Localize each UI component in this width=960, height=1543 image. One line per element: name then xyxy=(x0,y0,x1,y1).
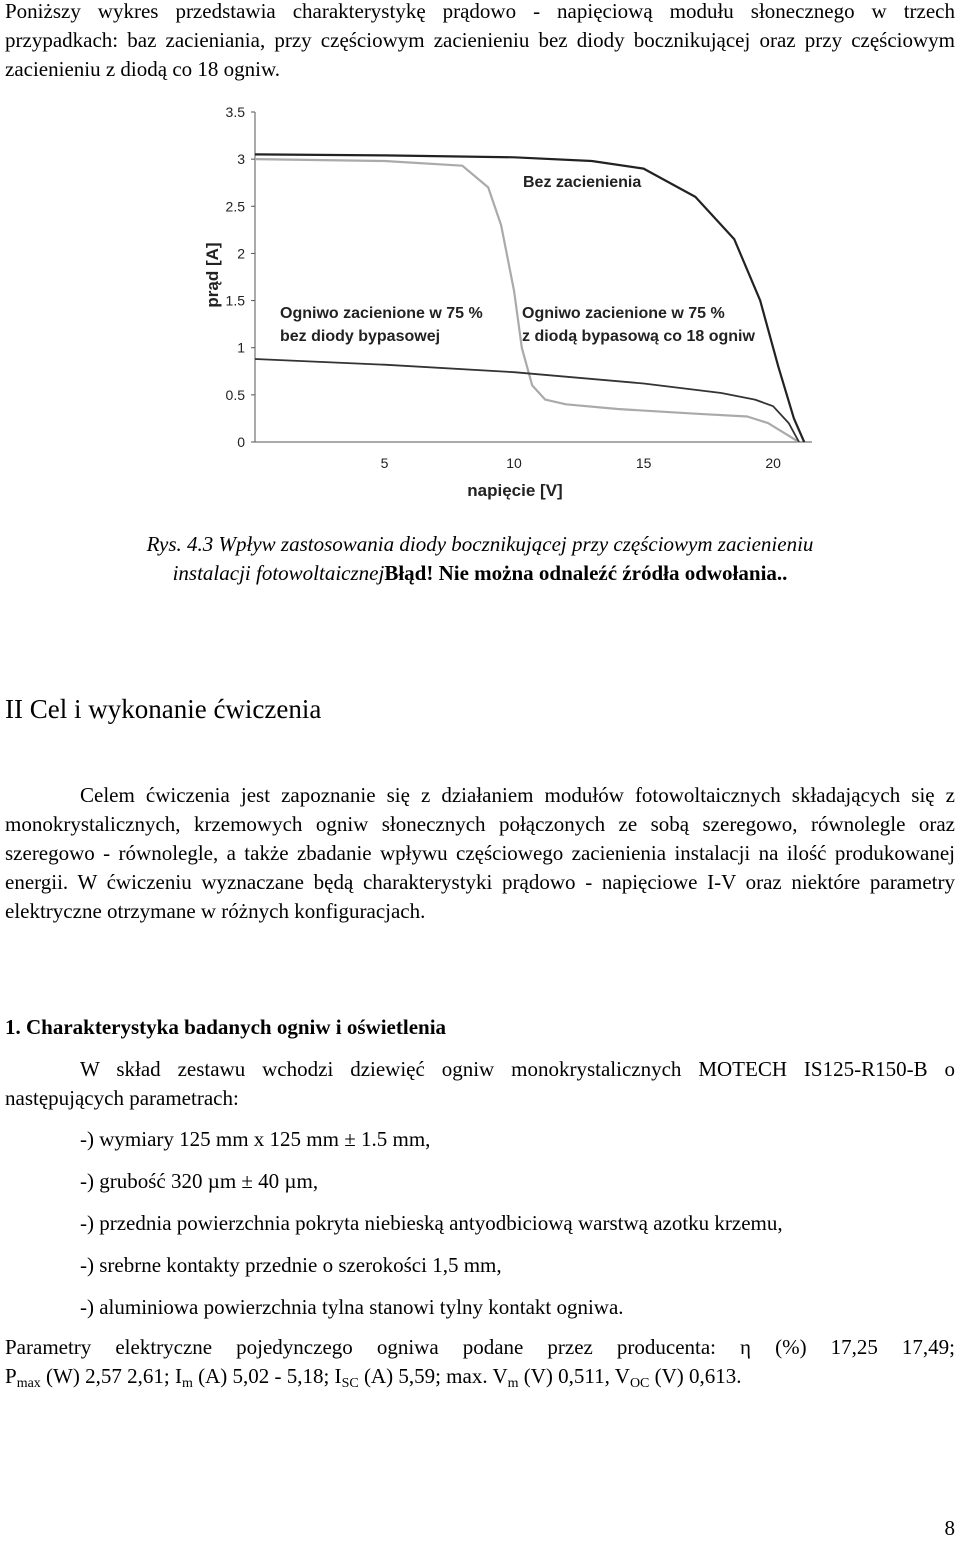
y-tick-label: 1.5 xyxy=(225,292,245,309)
parameters-paragraph xyxy=(5,1333,955,1391)
annotation-bez-diody-line1: Ogniwo zacienione w 75 % xyxy=(280,305,483,322)
caption-text: instalacji fotowoltaicznej xyxy=(172,561,385,585)
iv-chart xyxy=(200,100,820,510)
x-tick-label: 15 xyxy=(635,455,652,471)
section-heading: II Cel i wykonanie ćwiczenia xyxy=(5,694,322,724)
y-tick-label: 3.5 xyxy=(225,104,245,120)
spec-item: -) przednia powierzchnia pokryta niebieską antyodbiciową warstwą azotku krzemu, xyxy=(80,1211,783,1235)
series-z-dioda-line xyxy=(255,359,799,442)
spec-item: -) srebrne kontakty przednie o szerokości 1,5 mm, xyxy=(80,1253,502,1277)
voc-subscript: OC xyxy=(629,1376,650,1391)
y-tick-label: 1 xyxy=(237,339,245,356)
p-value: (W) 2,57 2,61; I xyxy=(40,1364,182,1388)
i-value: (A) 5,02 - 5,18; I xyxy=(192,1364,342,1388)
y-tick-label: 3 xyxy=(237,151,245,168)
iv-chart-figure xyxy=(200,100,820,510)
annotation-z-dioda-line1: Ogniwo zacienione w 75 % xyxy=(522,305,725,322)
x-tick-label: 5 xyxy=(380,455,389,471)
y-tick-label: 0 xyxy=(237,434,245,450)
page-number: 8 xyxy=(944,1516,955,1540)
i-subscript: m xyxy=(181,1376,193,1391)
subsection-heading: 1. Charakterystyka badanych ogniw i oświetlenia xyxy=(5,1015,447,1039)
spec-item: -) wymiary 125 mm x 125 mm ± 1.5 mm, xyxy=(80,1127,431,1151)
x-axis-label: napięcie [V] xyxy=(467,481,563,500)
goal-paragraph: Celem ćwiczenia jest zapoznanie się z działaniem modułów fotowoltaicznych składających się z monokrystalicznych, krzemowych ogniw słonecznych połączonych ze sobą szeregowo, równolegle oraz szeregowo - równolegle, a także zbadanie wpływu częściowego zacienienia instalacji na ilość produkowanej energii. W ćwiczeniu wyznaczane będą charakterystyki prądowo - napięciowe I-V oraz niektóre parametry elektryczne otrzymane w różnych konfiguracjach. xyxy=(5,783,955,923)
annotation-bez-zacienienia: Bez zacienienia xyxy=(523,174,642,191)
p-symbol: P xyxy=(5,1364,17,1388)
y-axis-label: prąd [A] xyxy=(203,242,222,308)
vm-value: (V) 0,511, V xyxy=(518,1364,630,1388)
caption-line-1: Rys. 4.3 Wpływ zastosowania diody bocznikującej przy częściowym zacienieniu xyxy=(146,532,814,556)
spec-item: -) aluminiowa powierzchnia tylna stanowi tylny kontakt ogniwa. xyxy=(80,1295,624,1319)
spec-item: -) grubość 320 µm ± 40 µm, xyxy=(80,1169,319,1193)
y-tick-label: 0.5 xyxy=(225,386,245,403)
spec-list xyxy=(80,1125,783,1335)
y-tick-label: 2.5 xyxy=(225,198,245,215)
caption-reference-error: Błąd! Nie można odnaleźć źródła odwołania. xyxy=(384,561,783,585)
p-subscript: max xyxy=(16,1376,41,1391)
series-bez-diody-line xyxy=(255,159,799,442)
vm-subscript: m xyxy=(507,1376,519,1391)
voc-value: (V) 0,613. xyxy=(649,1364,742,1388)
x-tick-label: 20 xyxy=(765,455,781,471)
chart-series xyxy=(255,154,804,442)
annotation-z-dioda-line2: z diodą bypasową co 18 ogniw xyxy=(522,328,755,345)
x-tick-label: 10 xyxy=(506,455,522,471)
series-bez-zacienienia-line xyxy=(255,154,804,442)
params-line-2 xyxy=(5,1362,955,1391)
isc-subscript: SC xyxy=(341,1376,359,1391)
intro-paragraph: Poniższy wykres przedstawia charakterystykę prądowo - napięciową modułu słonecznego w trzech przypadkach: baz zacieniania, przy częściowym zacienieniu bez diody bocznikującej oraz przy częściowym zacienieniu z diodą co 18 ogniw. xyxy=(5,0,955,81)
params-line-1: Parametry elektryczne pojedynczego ogniwa podane przez producenta: η (%) 17,25 17,49; xyxy=(5,1335,955,1359)
annotation-bez-diody-line2: bez diody bypasowej xyxy=(280,328,441,345)
figure-caption xyxy=(0,530,960,588)
cells-paragraph: W skład zestawu wchodzi dziewięć ogniw monokrystalicznych MOTECH IS125-R150-B o następujących parametrach: xyxy=(5,1057,955,1110)
isc-value: (A) 5,59; max. V xyxy=(358,1364,508,1388)
caption-tail: . xyxy=(782,561,788,585)
y-tick-label: 2 xyxy=(237,245,245,262)
caption-line-2 xyxy=(0,559,960,588)
